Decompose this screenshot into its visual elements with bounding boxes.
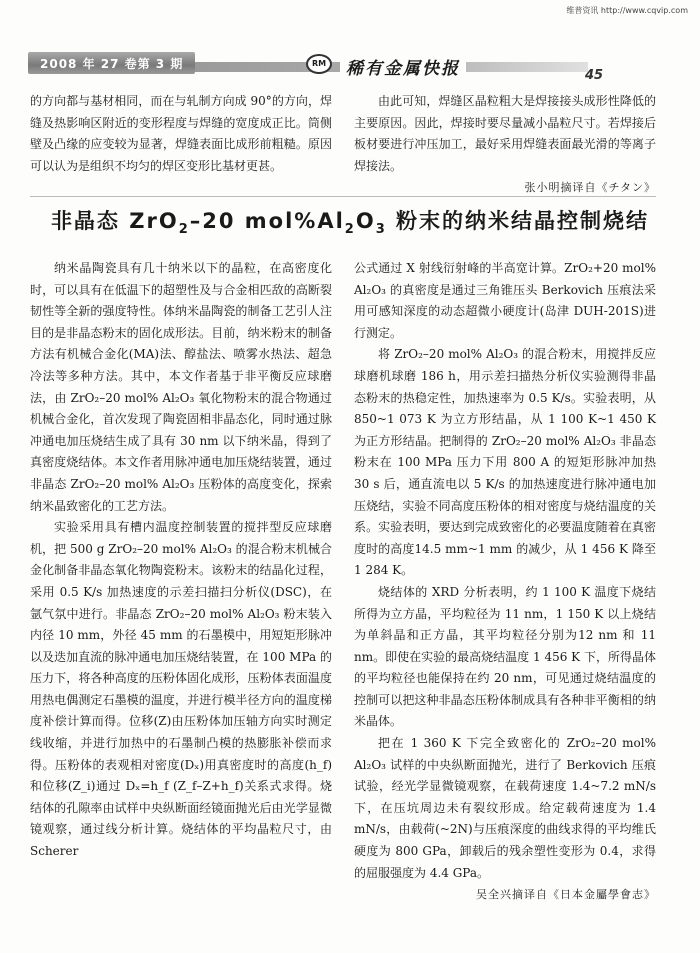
watermark: 维普资讯 http://www.cqvip.com <box>566 6 688 15</box>
article-paragraph: 把在 1 360 K 下完全致密化的 ZrO₂–20 mol% Al₂O₃ 试样的中央纵断面抛光，进行了 Berkovich 压痕试验，经光学显微镜观察，在载荷速度 1.4~7.2 mN/s 下，在压坑周边未有裂纹形成。给定载荷速度为 1.4 mN/s，由载荷(~2N)与压痕深度的曲线求得的平均维氏硬度为 800 GPa，卸载后的残余塑性变形为 0.4，求得的屈服强度为 4.4 GPa。 <box>354 736 656 880</box>
article-left-column <box>30 258 332 863</box>
prev-article-right-column <box>354 91 656 199</box>
article-title: 非晶态 ZrO$_2$–20 $mol\%Al_2O_3$ 粉末的纳米结晶控制烧结 <box>50 209 650 238</box>
prev-article-right-text: 由此可知，焊缝区晶粒粗大是焊接接头成形性降低的主要原因。因此，焊接时要尽量减小晶粒尺寸。若焊接后板材要进行冲压加工，最好采用焊缝表面最光滑的等离子焊接法。 <box>354 94 656 173</box>
article-signature: 吴全兴摘译自《日本金屬學會志》 <box>476 888 656 902</box>
article-paragraph: 将 ZrO₂–20 mol% Al₂O₃ 的混合粉末，用搅拌反应球磨机球磨 186 h，用示差扫描热分析仪实验测得非晶态粉末的热稳定性，加热速率为 0.5 K/s。实验表明，从 850~1 073 K 为立方形结晶，从 1 100 K~1 450 K 为正方形结晶。把制得的 ZrO₂–20 mol% Al₂O₃ 非晶态粉末在 100 MPa 压力下用 800 A 的短矩形脉冲加热 30 s 后，通直流电以 5 K/s 的加热速度进行脉冲通电加压烧结，实验不同高度压粉体的相对密度与烧结温度的关系。实验表明，要达到完成致密化的必要温度随着在真密度时的高度14.5 mm~1 mm 的减少，从 1 456 K 降至 1 284 K。 <box>354 347 656 578</box>
article-paragraph: 纳米晶陶瓷具有几十纳米以下的晶粒，在高密度化时，可以具有在低温下的超塑性及与合金相匹敌的高断裂韧性等全新的强度特性。体纳米晶陶瓷的制备工艺引人注目的是非晶态粉末的固化成形法。目前，纳米粉末的制备方法有机械合金化(MA)法、醇盐法、喷雾水热法、超急冷法等多种方法。其中，本文作者基于非平衡反应球磨法，由 ZrO₂–20 mol% Al₂O₃ 氧化物粉末的混合物通过机械合金化，首次发现了陶瓷固相非晶态化，同时通过脉冲通电加压烧结生成了具有 30 nm 以下纳米晶，得到了真密度烧结体。本文作者用脉冲通电加压烧结装置，通过非晶态 ZrO₂–20 mol% Al₂O₃ 压粉体的高度变化，探索纳米晶致密化的工艺方法。 <box>30 261 332 513</box>
article-paragraph: 烧结体的 XRD 分析表明，约 1 100 K 温度下烧结所得为立方晶，平均粒径为 11 nm，1 150 K 以上烧结为单斜晶和正方晶，其平均粒径分别为12 nm 和 11 nm。即使在实验的最高烧结温度 1 456 K 下，所得晶体的平均粒径也能保持在约 20 nm，可见通过烧结温度的控制可以把这种非晶态压粉体制成具有各种非平衡相的纳米晶体。 <box>354 584 656 729</box>
prev-article-signature: 张小明摘译自《チタン》 <box>524 181 656 195</box>
title-divider <box>30 196 656 197</box>
article-right-column <box>354 258 656 906</box>
prev-article-left-column <box>30 91 332 177</box>
magazine-title: 稀有金属快报 <box>340 54 466 79</box>
magazine-logo-icon: RM <box>306 54 332 74</box>
page-number: 45 <box>585 68 604 83</box>
article-paragraph: 实验采用具有槽内温度控制装置的搅拌型反应球磨机，把 500 g ZrO₂–20 mol% Al₂O₃ 的混合粉末机械合金化制备非晶态氧化物陶瓷粉末。该粉末的结晶化过程，采用 0.5 K/s 加热速度的示差扫描扫分析仪(DSC)，在氩气氛中进行。非晶态 ZrO₂–20 mol% Al₂O₃ 粉末装入内径 10 mm，外径 45 mm 的石墨模中，用短矩形脉冲以及迭加直流的脉冲通电加压烧结装置，在 100 MPa 的压力下，将各种高度的压粉体固化成形，压粉体表面温度用热电偶测定石墨模的温度，并进行模半径方向的温度梯度补偿计算而得。位移(Z)由压粉体加压轴方向实时测定线收缩，并进行加热中的石墨制凸模的热膨胀补偿而求得。压粉体的表观相对密度(Dₓ)用真密度时的高度(h_f)和位移(Z_i)通过 Dₓ=h_f (Z_f–Z+h_f)关系式求得。烧结体的孔隙率由试样中央纵断面经镜面抛光后由光学显微镜观察，通过线分析计算。烧结体的平均晶粒尺寸，由 Scherer <box>30 520 332 859</box>
article-paragraph: 公式通过 X 射线衍射峰的半高宽计算。ZrO₂+20 mol% Al₂O₃ 的真密度是通过三角锥压头 Berkovich 压痕法采用可感知深度的动态超微小硬度计(岛津 DUH-201S)进行测定。 <box>354 261 656 340</box>
prev-article-left-text: 的方向都与基材相同，而在与轧制方向成 90°的方向，焊缝及热影响区附近的变形程度与焊缝的宽度成正比。筒侧壁及凸缘的应变较为显著，焊缝表面比成形前粗糙。原因可以认为是组织不均匀的焊区变形比基材更甚。 <box>30 94 332 173</box>
issue-label: 2008 年 27 卷第 3 期 <box>28 52 195 74</box>
